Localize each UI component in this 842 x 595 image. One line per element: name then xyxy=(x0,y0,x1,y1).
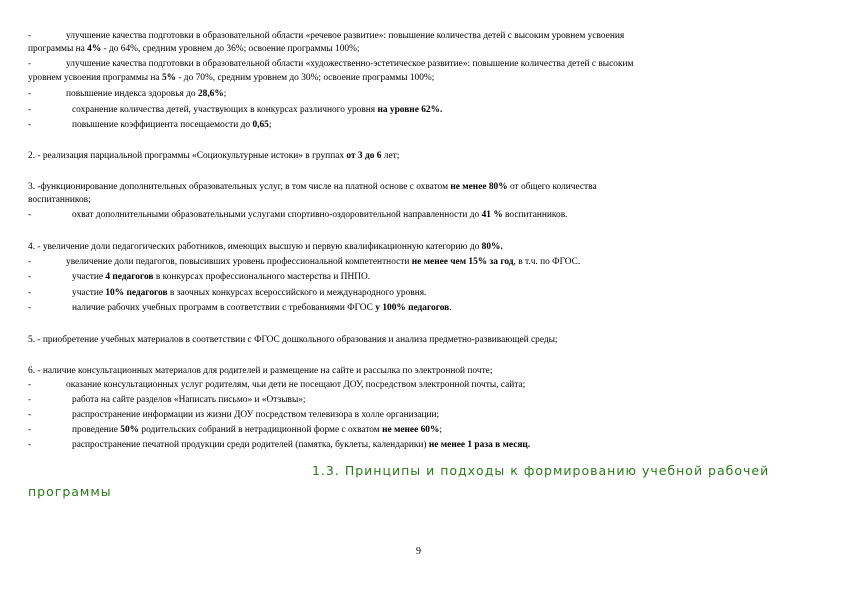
paragraph: 5. - приобретение учебных материалов в соответствии с ФГОС дошкольного образования и анализа предметно-развивающей среды; xyxy=(28,335,558,345)
bullet-dash: - xyxy=(28,120,32,130)
list-item: - повышение индекса здоровья до 28,6%; xyxy=(28,89,227,99)
list-item-continuation: программы на 4% - до 64%, средним уровнем до 36%; освоение программы 100%; xyxy=(28,44,360,54)
list-item: - работа на сайте разделов «Написать письмо» и «Отзывы»; xyxy=(28,395,306,405)
list-item: - увеличение доли педагогов, повысивших уровень профессиональной компетентности не менее чем 15% за год, в т.ч. по ФГОС. xyxy=(28,257,581,267)
paragraph: 4. - увеличение доли педагогических работников, имеющих высшую и первую квалификационную категорию до 80%. xyxy=(28,242,503,252)
bullet-dash: - xyxy=(28,425,32,435)
list-item: - участие 4 педагогов в конкурсах профессионального мастерства и ПНПО. xyxy=(28,272,371,282)
list-item: - распространение печатной продукции среди родителей (памятка, буклеты, календарики) не менее 1 раза в месяц. xyxy=(28,440,531,450)
page-number: 9 xyxy=(416,546,421,557)
bullet-dash: - xyxy=(28,380,32,390)
bullet-dash: - xyxy=(28,440,32,450)
bullet-dash: - xyxy=(28,288,32,298)
list-item: - улучшение качества подготовки в образовательной области «речевое развитие»: повышение количества детей с высоким уровнем усвоения xyxy=(28,31,625,41)
list-item: - распространение информации из жизни ДОУ посредством телевизора в холле организации; xyxy=(28,410,440,420)
list-item: - сохранение количества детей, участвующих в конкурсах различного уровня на уровне 62%. xyxy=(28,105,443,115)
bullet-dash: - xyxy=(28,410,32,420)
section-heading: 1.3. Принципы и подходы к формированию учебной рабочей xyxy=(312,463,770,478)
section-heading-continuation: программы xyxy=(28,484,112,499)
bullet-dash: - xyxy=(28,257,32,267)
bullet-dash: - xyxy=(28,89,32,99)
bullet-dash: - xyxy=(28,59,32,69)
list-item: - проведение 50% родительских собраний в нетрадиционной форме с охватом не менее 60%; xyxy=(28,425,442,435)
list-item-continuation: уровнем усвоения программы на 5% - до 70%, средним уровнем до 30%; освоение программы 100%; xyxy=(28,73,435,83)
bullet-dash: - xyxy=(28,31,32,41)
bullet-dash: - xyxy=(28,272,32,282)
list-item: - участие 10% педагогов в заочных конкурсах всероссийского и международного уровня. xyxy=(28,288,427,298)
list-item: - улучшение качества подготовки в образовательной области «художественно-эстетическое развитие»: повышение количества детей с высоким xyxy=(28,59,634,69)
list-item: - наличие рабочих учебных программ в соответствии с требованиями ФГОС у 100% педагогов. xyxy=(28,303,452,313)
list-item: - оказание консультационных услуг родителям, чьи дети не посещают ДОУ, посредством электронной почты, сайта; xyxy=(28,380,526,390)
list-item: - охват дополнительными образовательными услугами спортивно-оздоровительной направленности до 41 % воспитанников. xyxy=(28,210,568,220)
bullet-dash: - xyxy=(28,105,32,115)
paragraph: 6. - наличие консультационных материалов для родителей и размещение на сайте и рассылка по электронной почте; xyxy=(28,366,493,376)
list-item: - повышение коэффициента посещаемости до 0,65; xyxy=(28,120,272,130)
paragraph: 2. - реализация парциальной программы «Социокультурные истоки» в группах от 3 до 6 лет; xyxy=(28,151,400,161)
bullet-dash: - xyxy=(28,395,32,405)
bullet-dash: - xyxy=(28,210,32,220)
bullet-dash: - xyxy=(28,303,32,313)
paragraph: 3. -функционирование дополнительных образовательных услуг, в том числе на платной основе с охватом не менее 80% от общего количества xyxy=(28,182,597,192)
paragraph-continuation: воспитанников; xyxy=(28,195,91,205)
